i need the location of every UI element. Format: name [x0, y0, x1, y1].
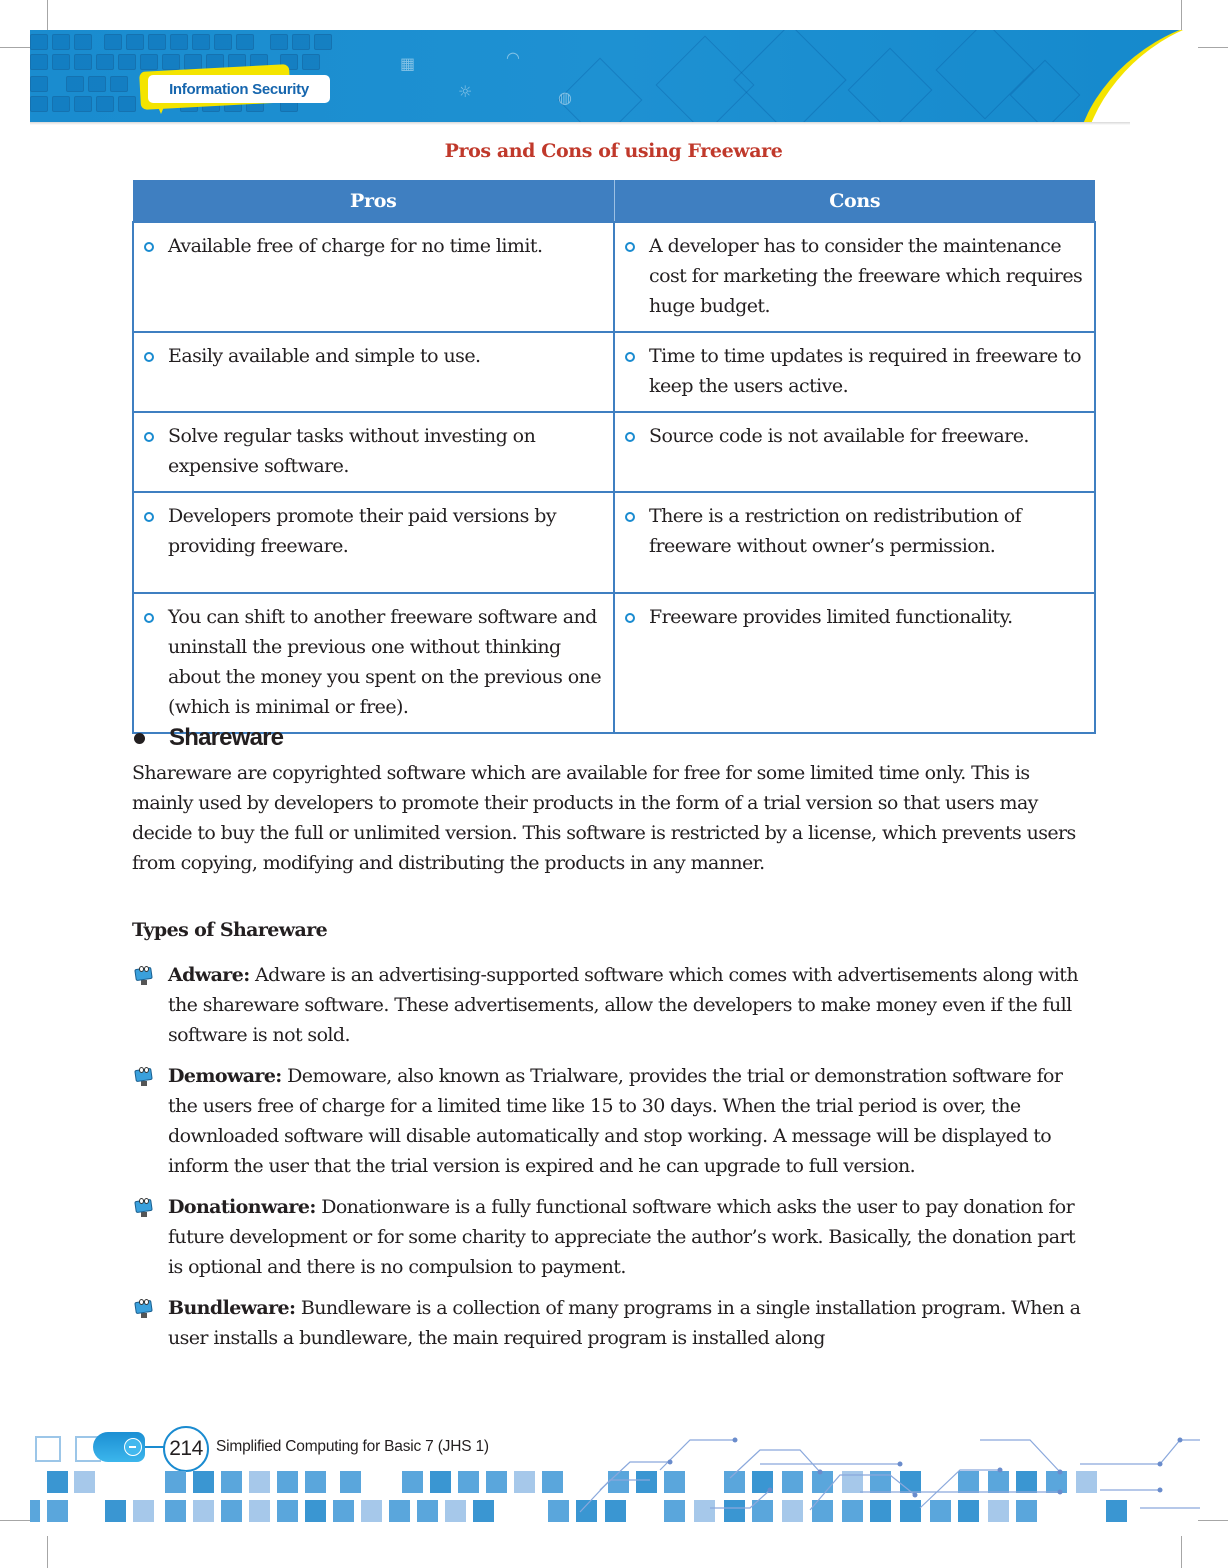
ring-bullet-icon: [625, 242, 635, 252]
ring-bullet-icon: [144, 242, 154, 252]
crop-mark: [1198, 1520, 1228, 1521]
monitor-mascot-icon: [134, 1067, 154, 1087]
pros-cons-table: [132, 180, 1096, 734]
definition: Demoware, also known as Trialware, provides the trial or demonstration software for the users free of charge for a limited time like 15 to 30 days. When the trial period is over, the downloaded software will disable automatically and stop working. A message will be displayed to inform the user that the trial version is expired and he can upgrade to full version.: [168, 1065, 1063, 1177]
page-footer: [0, 1420, 1228, 1520]
crop-mark: [1181, 1536, 1182, 1568]
term: Adware:: [168, 964, 250, 986]
term: Bundleware:: [168, 1297, 296, 1319]
crop-mark: [1181, 0, 1182, 34]
definition: Bundleware is a collection of many programs in a single installation program. When a user installs a bundleware, the main required program is installed along: [168, 1297, 1081, 1349]
crop-mark: [1198, 47, 1228, 48]
list-item: [132, 1192, 1092, 1282]
page-number: 214: [163, 1426, 209, 1472]
monitor-mascot-icon: [134, 966, 154, 986]
section-title: Shareware: [169, 724, 284, 751]
table-title: Pros and Cons of using Freeware: [444, 140, 783, 162]
book-title: Simplified Computing for Basic 7 (JHS 1): [216, 1438, 489, 1455]
decor-square: [35, 1436, 61, 1462]
pro-cell: Solve regular tasks without investing on expensive software.: [133, 412, 614, 492]
ring-bullet-icon: [144, 512, 154, 522]
table-row: [133, 332, 1095, 412]
shareware-paragraph: Shareware are copyrighted software which are available for free for some limited time only. This is mainly used by developers to promote their products in the form of a trial version so that users may decide to buy the full or unlimited version. This software is restricted by a license, which prevents users from copying, modifying and distributing the products in any manner.: [132, 762, 1076, 874]
types-heading: Types of Shareware: [132, 919, 328, 941]
crop-mark: [0, 47, 30, 48]
shareware-types-list: [132, 960, 1092, 1364]
pro-cell: Available free of charge for no time limit.: [133, 222, 614, 332]
ring-bullet-icon: [625, 352, 635, 362]
list-item: [132, 1061, 1092, 1181]
section-heading: [132, 724, 283, 752]
banner-curve: [1067, 30, 1198, 122]
column-header-pros: Pros: [133, 180, 614, 222]
con-cell: Source code is not available for freeware.: [614, 412, 1095, 492]
calculator-icon: ▦: [400, 54, 416, 73]
chapter-tag-label: Information Security: [148, 75, 330, 103]
pro-cell: Developers promote their paid versions by providing freeware.: [133, 492, 614, 593]
ring-bullet-icon: [625, 613, 635, 623]
term: Donationware:: [168, 1196, 316, 1218]
con-cell: Time to time updates is required in freeware to keep the users active.: [614, 332, 1095, 412]
crop-mark: [47, 1536, 48, 1568]
bullet-icon: [134, 733, 145, 744]
table-row: [133, 492, 1095, 593]
ring-bullet-icon: [144, 352, 154, 362]
definition: Donationware is a fully functional software which asks the user to pay donation for future development or for some charity to appreciate the author’s work. Basically, the donation part is optional and there is no compulsion to payment.: [168, 1196, 1076, 1278]
table-row: [133, 222, 1095, 332]
pro-cell: Easily available and simple to use.: [133, 332, 614, 412]
list-item: [132, 1293, 1092, 1353]
ring-bullet-icon: [625, 512, 635, 522]
table-row: [133, 412, 1095, 492]
list-item: [132, 960, 1092, 1050]
con-cell: A developer has to consider the maintenance cost for marketing the freeware which requires huge budget.: [614, 222, 1095, 332]
crop-mark: [0, 1520, 30, 1521]
table-row: [133, 593, 1095, 733]
definition: Adware is an advertising-supported software which comes with advertisements along with the shareware software. These advertisements, allow the developers to make money even if the full software is not sold.: [168, 964, 1078, 1046]
column-header-cons: Cons: [614, 180, 1095, 222]
monitor-mascot-icon: [134, 1299, 154, 1319]
term: Demoware:: [168, 1065, 282, 1087]
con-cell: Freeware provides limited functionality.: [614, 593, 1095, 733]
wifi-icon: ◠: [506, 48, 520, 67]
globe-icon: ◍: [558, 88, 572, 107]
pro-cell: You can shift to another freeware software and uninstall the previous one without thinking about the money you spent on the previous one (which is minimal or free).: [133, 593, 614, 733]
ring-bullet-icon: [144, 432, 154, 442]
circuit-lines-decoration: [560, 1420, 1200, 1520]
monitor-mascot-icon: [134, 1198, 154, 1218]
lightbulb-icon: ☼: [458, 82, 473, 101]
ring-bullet-icon: [625, 432, 635, 442]
con-cell: There is a restriction on redistribution of freeware without owner’s permission.: [614, 492, 1095, 593]
ring-bullet-icon: [144, 613, 154, 623]
table-header-row: [133, 180, 1095, 222]
